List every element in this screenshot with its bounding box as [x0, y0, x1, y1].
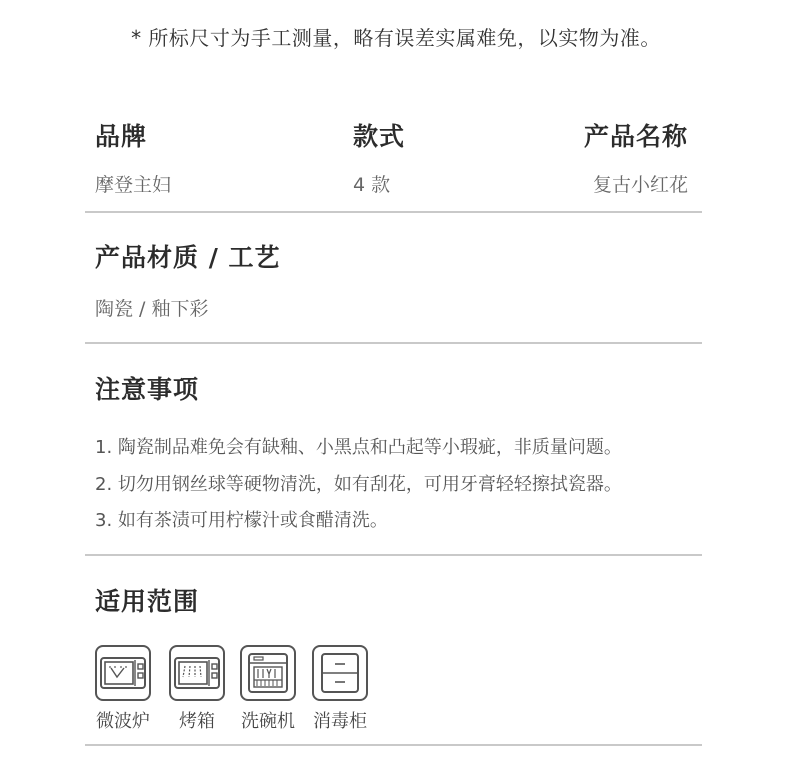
product-name-column	[584, 120, 688, 198]
brand-column	[95, 120, 171, 198]
oven-icon	[169, 645, 225, 701]
care-item: 2. 切勿用钢丝球等硬物清洗，如有刮花，可用牙膏轻轻擦拭瓷器。	[95, 473, 622, 495]
dishwasher-icon	[240, 645, 296, 701]
care-item: 3. 如有茶渍可用柠檬汁或食醋清洗。	[95, 510, 388, 531]
product-name-label: 产品名称	[583, 122, 688, 151]
usage-item-dishwasher	[240, 645, 296, 733]
style-value: 4 款	[353, 174, 391, 196]
material-title: 产品材质 / 工艺	[95, 243, 281, 272]
usage-item-sterilizer	[312, 645, 368, 733]
microwave-icon	[95, 645, 151, 701]
usage-label: 微波炉	[96, 711, 150, 732]
usage-label: 洗碗机	[241, 711, 295, 732]
brand-value: 摩登主妇	[95, 174, 172, 196]
divider	[85, 554, 702, 556]
style-column	[353, 120, 405, 198]
brand-label: 品牌	[95, 122, 148, 151]
measurement-note: * 所标尺寸为手工测量，略有误差实属难免，以实物为准。	[131, 26, 661, 50]
product-info-row	[95, 120, 688, 210]
material-value: 陶瓷 / 釉下彩	[95, 298, 209, 320]
care-list	[95, 434, 622, 544]
usage-item-oven	[169, 645, 225, 733]
sterilizer-cabinet-icon	[312, 645, 368, 701]
care-title: 注意事项	[95, 375, 200, 404]
usage-label: 烤箱	[179, 711, 215, 732]
usage-item-microwave	[95, 645, 151, 733]
divider	[85, 342, 702, 344]
style-label: 款式	[353, 122, 406, 151]
care-item: 1. 陶瓷制品难免会有缺釉、小黑点和凸起等小瑕疵，非质量问题。	[95, 437, 622, 458]
divider	[85, 211, 702, 213]
usage-label: 消毒柜	[313, 711, 367, 732]
divider	[85, 744, 702, 746]
product-name-value: 复古小红花	[592, 174, 688, 196]
usage-title: 适用范围	[95, 587, 200, 616]
